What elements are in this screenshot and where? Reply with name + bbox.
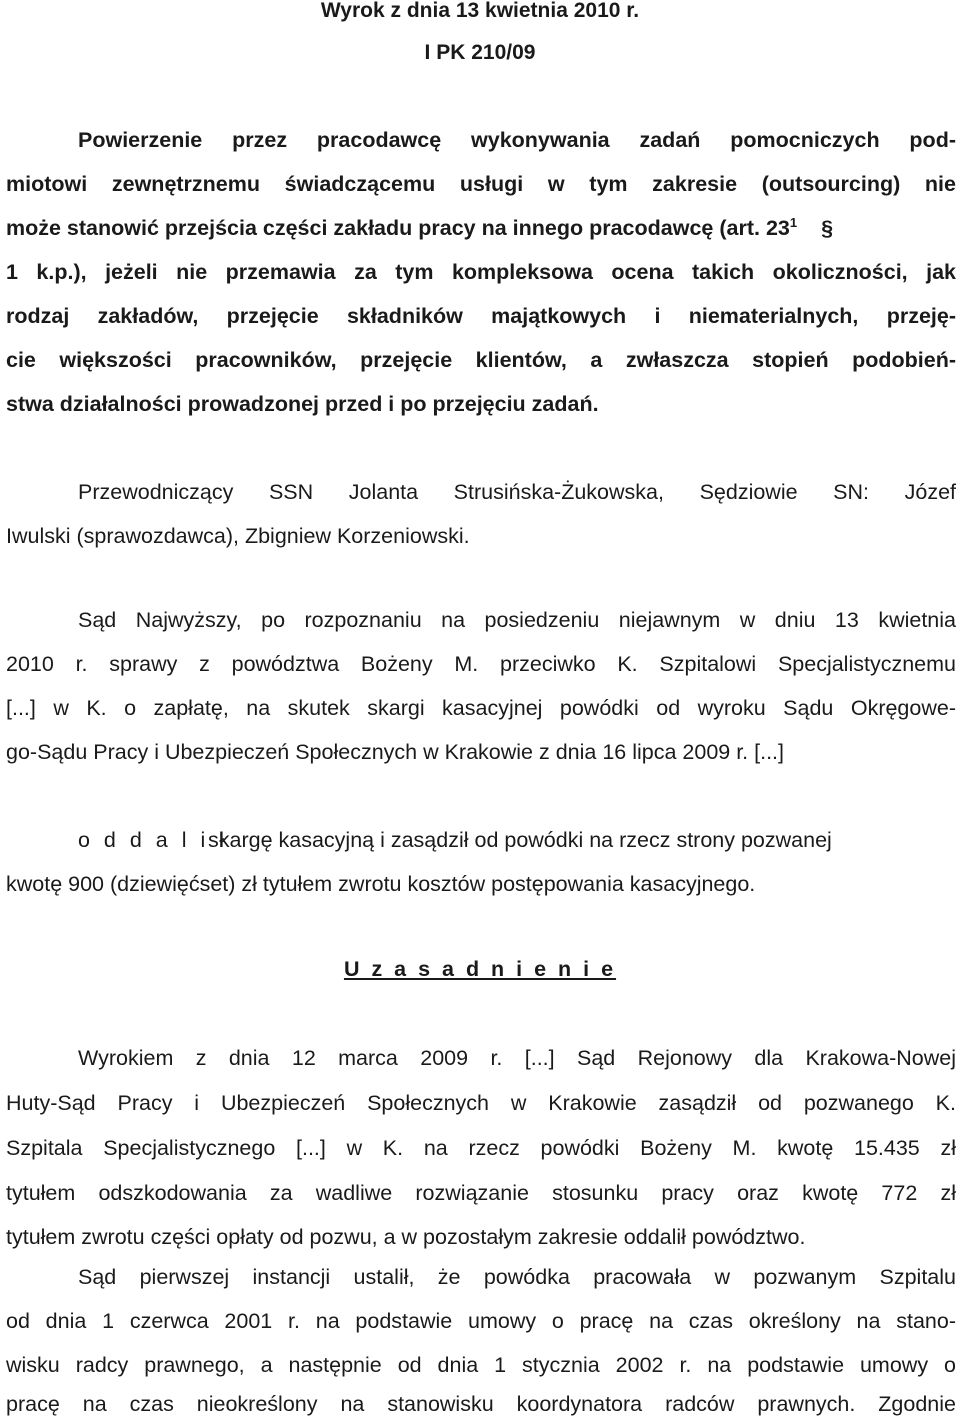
- justification-line: Huty-Sąd Pracy i Ubezpieczeń Społecznych w Krakowie zasądził od pozwanego K.: [6, 1091, 956, 1115]
- superscript: 1: [789, 214, 798, 230]
- justification-line: Szpitala Specjalistycznego [...] w K. na rzecz powódki Bożeny M. kwotę 15.435 zł: [6, 1136, 956, 1160]
- thesis-text: może stanowić przejścia części zakładu pracy na innego pracodawcę (art. 23: [6, 216, 790, 240]
- justification-line: Wyrokiem z dnia 12 marca 2009 r. [...] Sąd Rejonowy dla Krakowa-Nowej: [78, 1046, 956, 1070]
- thesis-line: stwa działalności prowadzonej przed i po przejęciu zadań.: [6, 392, 599, 416]
- ruling-intro-line: Sąd Najwyższy, po rozpoznaniu na posiedzeniu niejawnym w dniu 13 kwietnia: [78, 608, 956, 632]
- ruling-line: [78, 825, 832, 855]
- thesis-line: Powierzenie przez pracodawcę wykonywania zadań pomocniczych pod-: [78, 128, 956, 152]
- ruling-intro-line: 2010 r. sprawy z powództwa Bożeny M. przeciwko K. Szpitalowi Specjalistycznemu: [6, 652, 956, 676]
- justification-line: tytułem zwrotu części opłaty od pozwu, a w pozostałym zakresie oddalił powództwo.: [6, 1225, 806, 1249]
- justification-line: tytułem odszkodowania za wadliwe rozwiązanie stosunku pracy oraz kwotę 772 zł: [6, 1181, 956, 1205]
- justification-line: Sąd pierwszej instancji ustalił, że powódka pracowała w pozwanym Szpitalu: [78, 1265, 956, 1289]
- section-sign: §: [821, 216, 834, 240]
- composition-line: Iwulski (sprawozdawca), Zbigniew Korzeniowski.: [6, 524, 470, 548]
- thesis-line: cie większości pracowników, przejęcie klientów, a zwłaszcza stopień podobień-: [6, 348, 956, 372]
- thesis-line: [6, 213, 833, 243]
- justification-line: od dnia 1 czerwca 2001 r. na podstawie umowy o pracę na czas określony na stano-: [6, 1309, 956, 1333]
- judgment-date: Wyrok z dnia 13 kwietnia 2010 r.: [320, 0, 640, 22]
- justification-heading: U z a s a d n i e n i e: [343, 957, 617, 981]
- justification-line: pracę na czas nieokreślony na stanowisku koordynatora radców prawnych. Zgodnie: [6, 1392, 956, 1416]
- ruling-text: skargę kasacyjną i zasądził od powódki na rzecz strony pozwanej: [208, 828, 832, 852]
- thesis-line: miotowi zewnętrznemu świadczącemu usługi w tym zakresie (outsourcing) nie: [6, 172, 956, 196]
- case-number: I PK 210/09: [424, 41, 536, 64]
- ruling-intro-line: [...] w K. o zapłatę, na skutek skargi kasacyjnej powódki od wyroku Sądu Okręgowe-: [6, 696, 956, 720]
- composition-line: Przewodniczący SSN Jolanta Strusińska-Żukowska, Sędziowie SN: Józef: [78, 480, 956, 504]
- thesis-line: rodzaj zakładów, przejęcie składników majątkowych i niematerialnych, przeję-: [6, 304, 956, 328]
- ruling-intro-line: go-Sądu Pracy i Ubezpieczeń Społecznych w Krakowie z dnia 16 lipca 2009 r. [...]: [6, 740, 784, 764]
- ruling-line: kwotę 900 (dziewięćset) zł tytułem zwrotu kosztów postępowania kasacyjnego.: [6, 872, 756, 896]
- justification-line: wisku radcy prawnego, a następnie od dnia 1 stycznia 2002 r. na podstawie umowy o: [6, 1353, 956, 1377]
- thesis-line: 1 k.p.), jeżeli nie przemawia za tym kompleksowa ocena takich okoliczności, jak: [6, 260, 956, 284]
- ruling-keyword: o d d a l i ł: [78, 828, 228, 852]
